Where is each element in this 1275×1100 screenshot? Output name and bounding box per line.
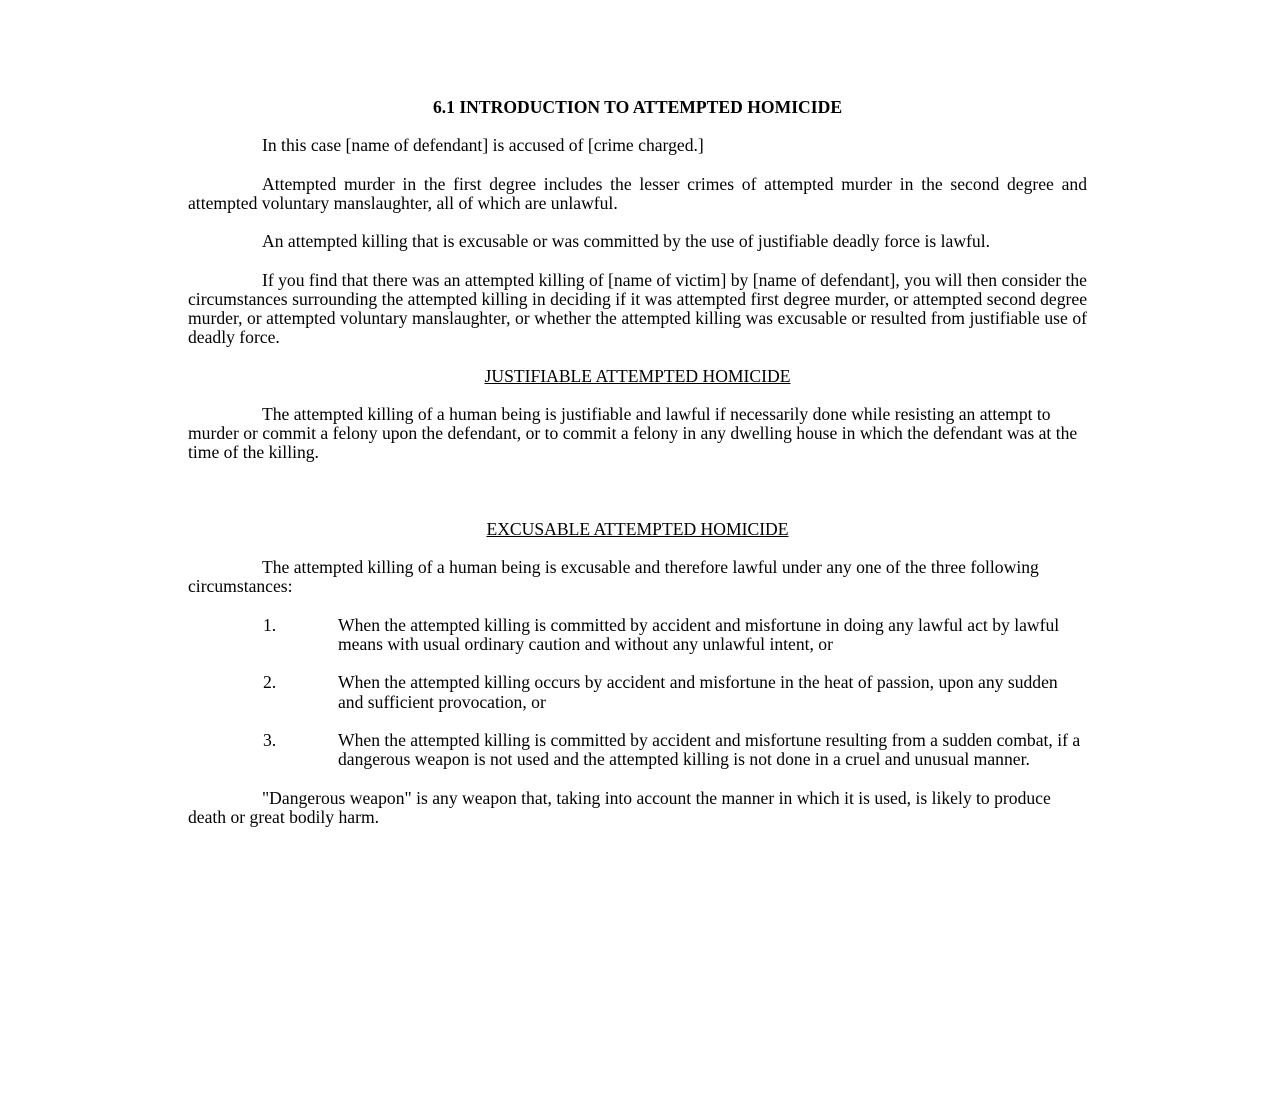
section-spacer [188, 482, 1087, 520]
list-item [188, 616, 1087, 654]
list-item-text: When the attempted killing is committed by accident and misfortune resulting from a sudden combat, if a dangerous weapon is not used and the attempted killing is not done in a cruel and unusual manner. [338, 729, 1081, 770]
excusable-heading: EXCUSABLE ATTEMPTED HOMICIDE [486, 518, 789, 539]
list-item [188, 731, 1087, 769]
list-item-text: When the attempted killing occurs by accident and misfortune in the heat of passion, upon any sudden and sufficient provocation, or [338, 672, 1058, 712]
intro-paragraph-lesser-crimes: Attempted murder in the first degree includes the lesser crimes of attempted murder in the second degree and attempted voluntary manslaughter, all of which are unlawful. [188, 173, 1087, 213]
excusable-paragraph: The attempted killing of a human being is excusable and therefore lawful under any one of the three following circumstances: [188, 557, 1039, 597]
justifiable-heading: JUSTIFIABLE ATTEMPTED HOMICIDE [484, 365, 791, 386]
list-item-text: When the attempted killing is committed by accident and misfortune in doing any lawful act by lawful means with usual ordinary caution and without any unlawful intent, or [338, 614, 1060, 654]
document-title: 6.1 INTRODUCTION TO ATTEMPTED HOMICIDE [432, 97, 843, 117]
list-item-number: 2. [263, 672, 277, 693]
intro-paragraph-lawful: An attempted killing that is excusable or was committed by the use of justifiable deadly force is lawful. [262, 231, 990, 252]
list-item-number: 1. [263, 614, 277, 635]
intro-paragraph-accused: In this case [name of defendant] is accused of [crime charged.] [262, 135, 704, 156]
justifiable-paragraph: The attempted killing of a human being is justifiable and lawful if necessarily done while resisting an attempt to murder or commit a felony upon the defendant, or to commit a felony in any dwelling house in which the defendant was at the time of the killing. [188, 403, 1078, 463]
dangerous-weapon-definition: "Dangerous weapon" is any weapon that, taking into account the manner in which it is used, is likely to produce death or great bodily harm. [188, 787, 1051, 827]
excusable-circumstances-list [188, 616, 1087, 770]
list-item [188, 673, 1087, 711]
intro-paragraph-circumstances: If you find that there was an attempted killing of [name of victim] by [name of defendant], you will then consider the circumstances surrounding the attempted killing in deciding if it was attempted first degree murder, or attempted second degree murder, or attempted voluntary manslaughter, or whether the attempted killing was excusable or resulted from justifiable use of deadly force. [188, 269, 1087, 348]
document-page [188, 98, 1087, 846]
list-item-number: 3. [263, 729, 277, 750]
